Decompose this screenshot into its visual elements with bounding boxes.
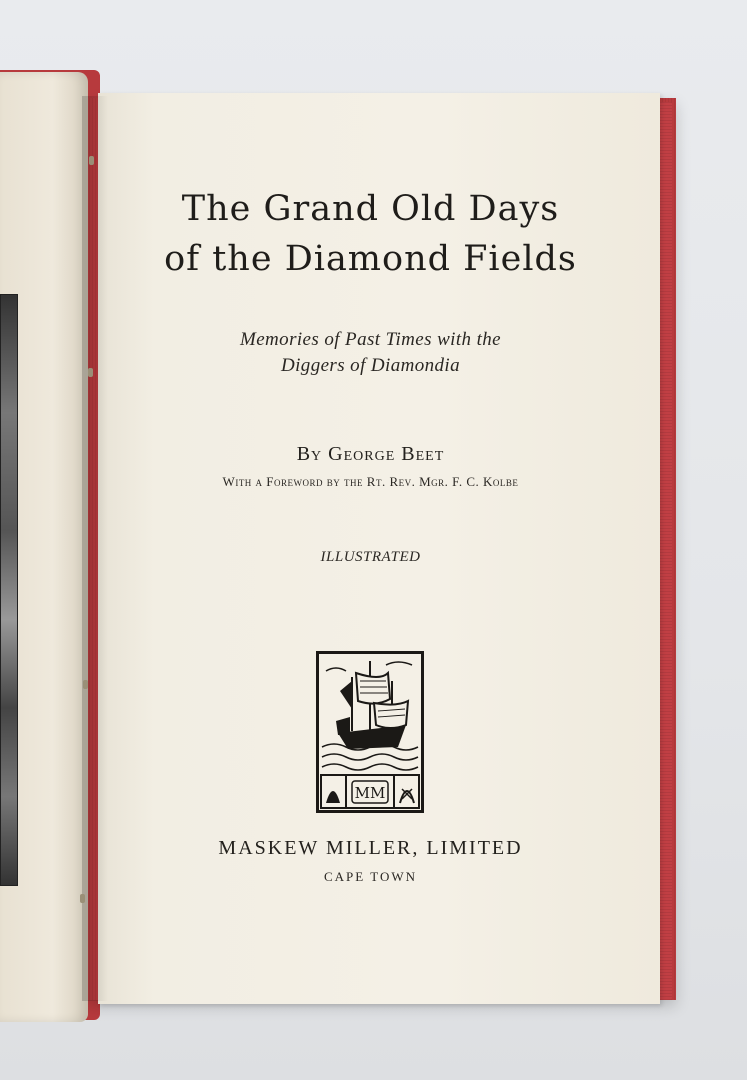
binding-stitch xyxy=(83,680,88,689)
subtitle-line-2: Diggers of Diamondia xyxy=(281,355,460,376)
book-title-line-1: The Grand Old Days xyxy=(181,189,560,229)
binding-stitch xyxy=(89,156,94,165)
colophon-monogram: MM xyxy=(354,784,386,802)
binding-stitch xyxy=(80,894,85,903)
frontispiece-illustration xyxy=(0,294,18,886)
publisher-place: CAPE TOWN xyxy=(324,869,417,884)
author-line: By George Beet xyxy=(296,443,445,465)
subtitle-line-1: Memories of Past Times with the xyxy=(240,329,501,350)
publisher-name: MASKEW MILLER, LIMITED xyxy=(218,837,523,859)
binding-stitch xyxy=(88,368,93,377)
foreword-line: With a Foreword by the Rt. Rev. Mgr. F. C. Kolbe xyxy=(222,474,519,489)
ship-emblem-icon xyxy=(316,651,424,813)
book-title-line-2: of the Diamond Fields xyxy=(164,239,577,279)
frontispiece-page xyxy=(0,72,88,1022)
gutter-shadow xyxy=(82,96,108,1001)
title-page xyxy=(98,93,660,1004)
illustrated-label: ILLUSTRATED xyxy=(320,549,421,565)
